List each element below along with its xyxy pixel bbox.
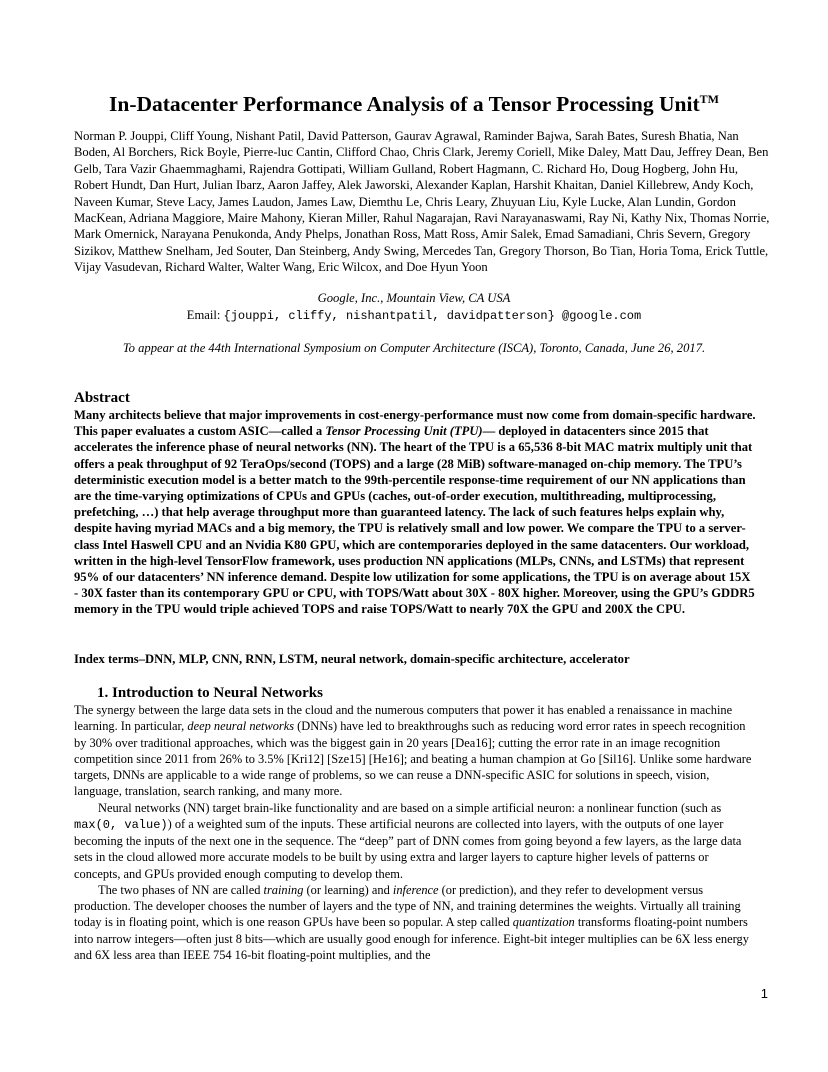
p3-text-d: transforms floating-point numbers into narrow integers—often just 8 bits—which are usually good enough for inference. Eight-bit integer multiplies can be 6X less energy and 6X less area than IEEE 754 16-bit floating-point multiplies, and the [74,915,749,962]
p3-italic-training: training [263,882,304,897]
p1-text-b: (DNNs) have led to breakthroughs such as reducing word error rates in speech recognition by 30% over traditional approaches, which was the biggest gain in 20 years [Dea16]; cutting the error rate in an image recognition competition since 2011 from 26% to 3.5% [Kri12] [Sze15] [He16]; and beating a human champion at Go [Sil16]. Unlike some hardware targets, DNNs are applicable to a wide range of problems, so we can reuse a DNN-specific ASIC for solutions in speech, vision, language, translation, search ranking, and many more. [74,719,752,799]
body-paragraph-3 [74,882,756,963]
index-terms: Index terms–DNN, MLP, CNN, RNN, LSTM, neural network, domain-specific architecture, accelerator [74,652,630,666]
p2-code: max(0, value) [74,817,168,832]
p3-text-c: (or prediction), and they refer to development versus production. The developer chooses the number of layers and the type of NN, and training determines the weights. Virtually all training today is in floating point, which is one reason GPUs have been so popular. A step called [74,882,741,930]
affiliation: Google, Inc., Mountain View, CA USA [317,291,511,305]
abstract-tpu-term: Tensor Processing Unit (TPU) [325,424,483,439]
section-1-heading: 1. Introduction to Neural Networks [97,685,323,701]
email-line [40,307,788,324]
abstract-paragraph [74,407,756,618]
body-paragraph-2 [74,800,756,882]
p2-text-a: Neural networks (NN) target brain-like functionality and are based on a simple artificial neuron: a nonlinear function (such as [98,800,722,815]
p3-italic-quantization: quantization [512,915,575,930]
paper-title [40,90,788,118]
abstract-text-2: — deployed in datacenters since 2015 that accelerates the inference phase of neural networks (NN). The heart of the TPU is a 65,536 8-bit MAC matrix multiply unit that offers a peak throughput of 92 TeraOps/second (TOPS) and a large (28 MiB) software-managed on-chip memory. The TPU’s deterministic execution model is a better match to the 99th-percentile response-time requirement of our NN applications than are the time-varying optimizations of CPUs and GPUs (caches, out-of-order execution, multithreading, multiprocessing, prefetching, …) that help average throughput more than guaranteed latency. The lack of such features helps explain why, despite having myriad MACs and a big memory, the TPU is relatively small and low power. We compare the TPU to a server-class Intel Haswell CPU and an Nvidia K80 GPU, which are contemporaries deployed in the same datacenters. Our workload, written in the high-level TensorFlow framework, uses production NN applications (MLPs, CNNs, and LSTMs) that represent 95% of our datacenters’ NN inference demand. Despite low utilization for some applications, the TPU is on average about 15X - 30X faster than its contemporary GPU or CPU, with TOPS/Watt about 30X - 80X higher. Moreover, using the GPU’s GDDR5 memory in the TPU would triple achieved TOPS and raise TOPS/Watt to nearly 70X the GPU and 200X the CPU. [74,424,755,617]
abstract-body [74,407,756,618]
p3-italic-inference: inference [392,882,439,897]
p2-text-b: ) of a weighted sum of the inputs. These artificial neurons are collected into layers, with the outputs of one layer becoming the inputs of the next one in the sequence. The “deep” part of DNN comes from going beyond a few layers, as the large data sets in the cloud allowed more accurate models to be built by using extra and larger layers to capture higher levels of patterns or concepts, and GPUs provided enough computing to develop them. [74,816,742,881]
page-number: 1 [760,986,768,1001]
section-1-body [74,702,756,963]
email-label: Email: [186,308,224,322]
p3-text-a: The two phases of NN are called [98,882,264,897]
abstract-text-1: Many architects believe that major improvements in cost-energy-performance must now come from domain-specific hardware. This paper evaluates a custom ASIC—called a [74,408,756,439]
title-text: In-Datacenter Performance Analysis of a Tensor Processing Unit [109,92,700,116]
trademark-superscript: TM [699,91,719,106]
abstract-heading: Abstract [74,390,130,406]
p3-text-b: (or learning) and [303,882,393,897]
p1-italic: deep neural networks [187,719,295,734]
author-list: Norman P. Jouppi, Cliff Young, Nishant Patil, David Patterson, Gaurav Agrawal, Raminder Bajwa, Sarah Bates, Suresh Bhatia, Nan Boden, Al Borchers, Rick Boyle, Pierre-luc Cantin, Clifford Chao, Chris Clark, Jeremy Coriell, Mike Daley, Matt Dau, Jeffrey Dean, Ben Gelb, Tara Vazir Ghaemmaghami, Rajendra Gottipati, William Gulland, Robert Hagmann, C. Richard Ho, Doug Hogberg, John Hu, Robert Hundt, Dan Hurt, Julian Ibarz, Aaron Jaffey, Alek Jaworski, Alexander Kaplan, Harshit Khaitan, Daniel Killebrew, Andy Koch, Naveen Kumar, Steve Lacy, James Laudon, James Law, Diemthu Le, Chris Leary, Zhuyuan Liu, Kyle Lucke, Alan Lundin, Gordon MacKean, Adriana Maggiore, Maire Mahony, Kieran Miller, Rahul Nagarajan, Ravi Narayanaswami, Ray Ni, Kathy Nix, Thomas Norrie, Mark Omernick, Narayana Penukonda, Andy Phelps, Jonathan Ross, Matt Ross, Amir Salek, Emad Samadiani, Chris Severn, Gregory Sizikov, Matthew Snelham, Jed Souter, Dan Steinberg, Andy Swing, Mercedes Tan, Gregory Thorson, Bo Tian, Horia Toma, Erick Tuttle, Vijay Vasudevan, Richard Walter, Walter Wang, Eric Wilcox, and Doe Hyun Yoon [74,129,770,275]
email-addresses: {jouppi, cliffy, nishantpatil, davidpatterson} @google.com [223,309,642,323]
p1-text-a: The synergy between the large data sets in the cloud and the numerous computers that power it has enabled a renaissance in machine learning. In particular, [74,703,733,734]
body-paragraph-1 [74,702,756,800]
publication-note: To appear at the 44th International Symposium on Computer Architecture (ISCA), Toronto, Canada, June 26, 2017. [122,341,706,355]
